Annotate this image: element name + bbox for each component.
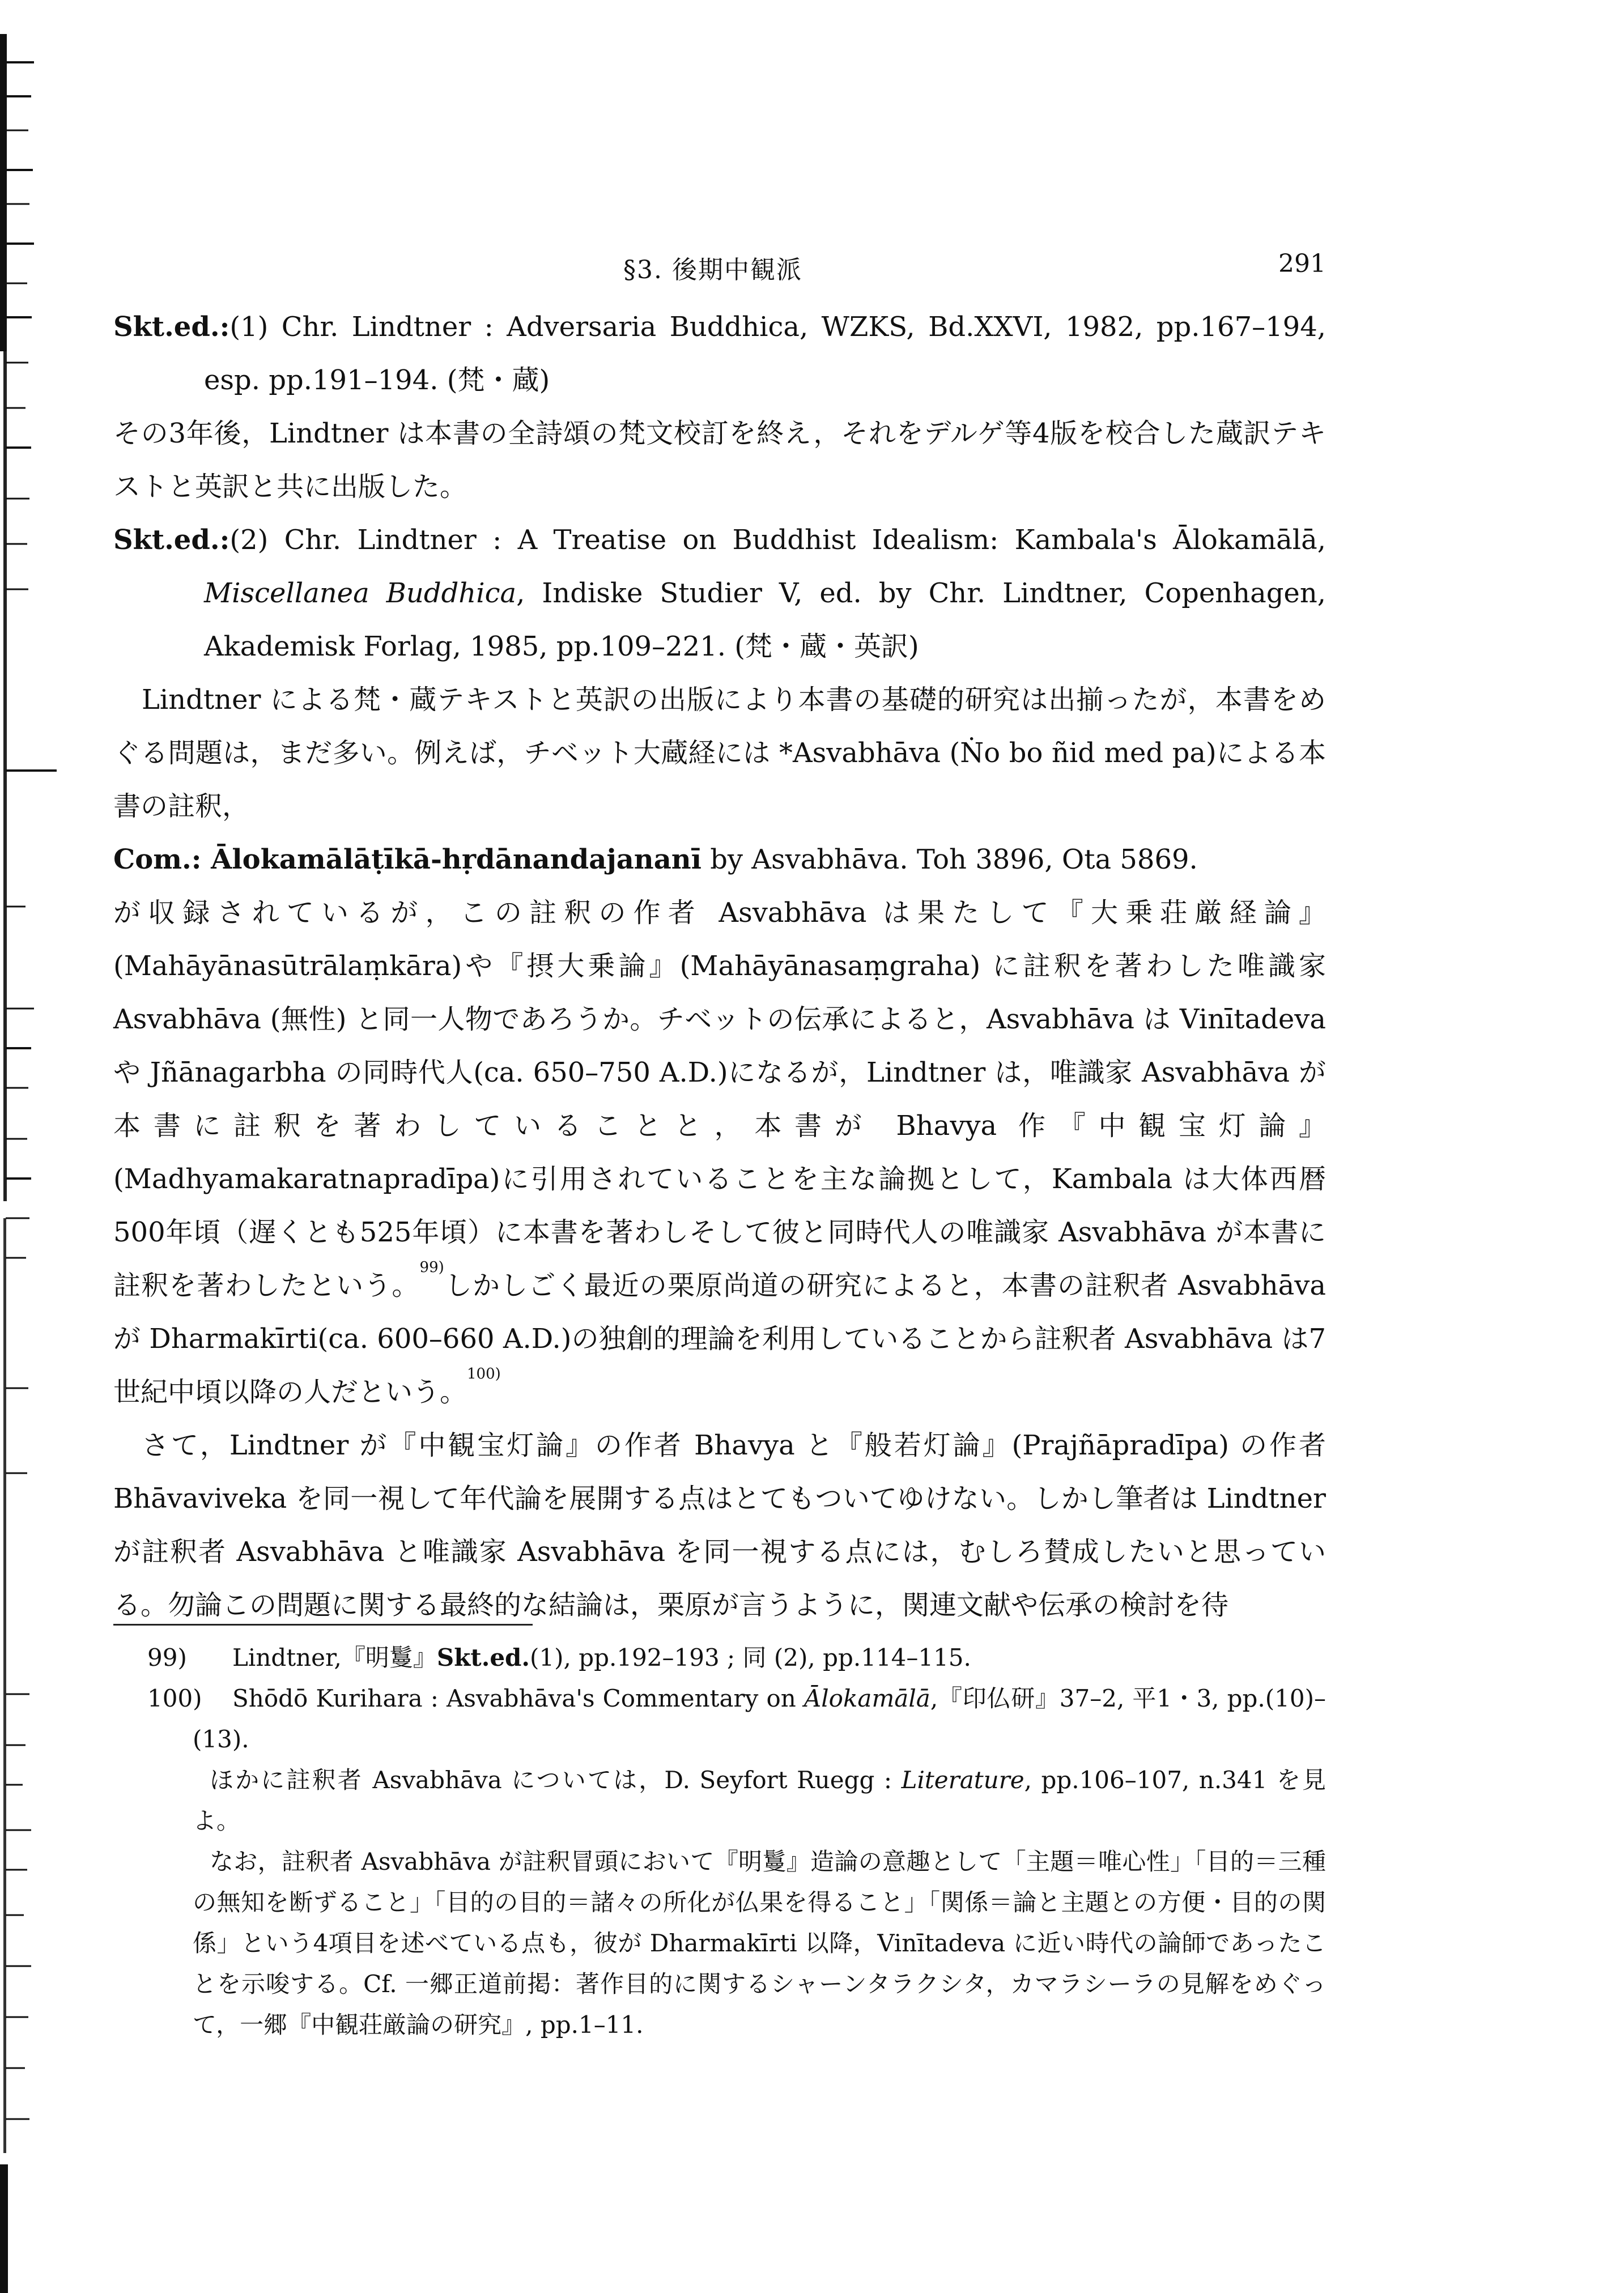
series-title: Miscellanea Buddhica [204,577,517,609]
bibliography-entry-2 [113,513,1326,673]
paragraph-text: が収録されているが，この註釈の作者 Asvabhāva は果たして『大乗荘厳経論』(Mahāyānasūtrālaṃkāra)や『摂大乗論』(Mahāyānasaṃgraha) に註釈を著わした唯識家 Asvabhāva (無性) と同一人物であろうか。チベットの伝承によると，Asvabhāva は Vinītadeva や Jñānagarbha の同時代人(ca. 650–750 A.D.)になるが，Lindtner は，唯識家 Asvabhāva が本書に註釈を著わしていることと，本書が Bhavya 作『中観宝灯論』(Madhyamakaratnapradīpa)に引用されていることを主な論拠として，Kambala は大体西暦500年頃（遅くとも525年頃）に本書を著わしそして彼と同時代人の唯識家 Asvabhāva が本書に註釈を著わしたという。 [113,897,1326,1301]
footnote-ref-99[interactable]: 99) [419,1259,444,1276]
footnote-text: Shōdō Kurihara : Asvabhāva's Commentary on [232,1684,804,1712]
skt-ed-label: Skt.ed.: [113,311,230,343]
footnote-100-continuation: なお，註釈者 Asvabhāva が註釈冒頭において『明鬘』造論の意趣として「主題＝唯心性」「目的＝三種の無知を断ずること」「目的の目的＝諸々の所化が仏果を得ること」「関係＝論と主題との方便・目的の関係」という4項目を述べている点も，彼が Dharmakīrti 以降，Vinītadeva に近い時代の論師であったことを示唆する。Cf. 一郷正道前掲：著作目的に関するシャーンタラクシタ，カマラシーラの見解をめぐって，一郷『中観荘厳論の研究』, pp.1–11. [193,1848,1326,2039]
footnote-italic-title: Ālokamālā [804,1684,930,1712]
footnote-100 [147,1678,1326,1760]
footnote-text: ほかに註釈者 Asvabhāva については，D. Seyfort Ruegg : [210,1766,902,1794]
footnote-text: Lindtner,『明鬘』 [232,1644,437,1671]
paragraph-text: しかしごく最近の栗原尚道の研究によると，本書の註釈者 Asvabhāva が Dharmakīrti(ca. 600–660 A.D.)の独創的理論を利用していることから註釈者 Asvabhāva は7世紀中頃以降の人だという。 [113,1270,1326,1408]
bibliography-entry-1 [113,300,1326,407]
footnote-number: 100) [147,1684,202,1712]
footnote-ref-100[interactable]: 100) [467,1365,501,1382]
paragraph [113,886,1326,1419]
commentary-entry [113,833,1326,886]
skt-ed-label: Skt.ed.: [113,524,230,556]
bibliography-text: Chr. Lindtner : A Treatise on Buddhist Idealism: Kambala's Ālokamālā, [268,524,1326,556]
footnotes [147,1637,1326,2045]
com-label: Com.: [113,844,202,875]
footnote-99 [147,1637,1326,1678]
running-header [113,249,1326,283]
bibliography-number: (1) [229,311,269,343]
footnote-rule [113,1624,533,1626]
paragraph: さて，Lindtner が『中観宝灯論』の作者 Bhavya と『般若灯論』(Prajñāpradīpa) の作者 Bhāvaviveka を同一視して年代論を展開する点はとてもついてゆけない。しかし筆者は Lindtner が註釈者 Asvabhāva と唯識家 Asvabhāva を同一視する点には，むしろ賛成したいと思っている。勿論この問題に関する最終的な結論は，栗原が言うように，関連文献や伝承の検討を待 [113,1430,1326,1621]
paragraph: その3年後，Lindtner は本書の全詩頌の梵文校訂を終え，それをデルゲ等4版を校合した蔵訳テキストと英訳と共に出版した。 [113,418,1326,503]
commentary-details: by Asvabhāva. Toh 3896, Ota 5869. [701,844,1198,875]
footnote-text: ,『印仏研』37–2, 平1・3, pp.(10)–(13). [193,1684,1326,1753]
footnote-number: 99) [147,1644,187,1671]
commentary-title: Ālokamālāṭīkā-hṛdānandajananī [201,844,702,875]
bibliography-text: Chr. Lindtner : Adversaria Buddhica, WZKS, Bd.XXVI, 1982, pp.167–194, esp. pp.191–194. (梵・蔵) [204,311,1326,396]
footnote-text: , pp.106–107, n.341 を見よ。 [193,1766,1326,1835]
footnote-text: (1), pp.192–193 ; 同 (2), pp.114–115. [530,1644,971,1671]
section-title: §3. 後期中観派 [623,256,802,284]
footnote-100-continuation [147,1760,1326,1841]
page-number: 291 [1278,249,1326,278]
bibliography-text: , Indiske Studier V, ed. by Chr. Lindtner, Copenhagen, Akademisk Forlag, 1985, pp.109–221. (梵・蔵・英訳) [204,577,1327,662]
bibliography-number: (2) [229,524,269,556]
paragraph: Lindtner による梵・蔵テキストと英訳の出版により本書の基礎的研究は出揃ったが，本書をめぐる問題は，まだ多い。例えば，チベット大蔵経には *Asvabhāva (Ṅo bo ñid med pa)による本書の註釈， [113,684,1326,822]
footnote-italic-title: Literature [901,1766,1024,1794]
footnote-bold-ref: Skt.ed. [436,1644,530,1671]
binding-edge-marks [0,0,74,2293]
main-text [113,300,1326,1632]
